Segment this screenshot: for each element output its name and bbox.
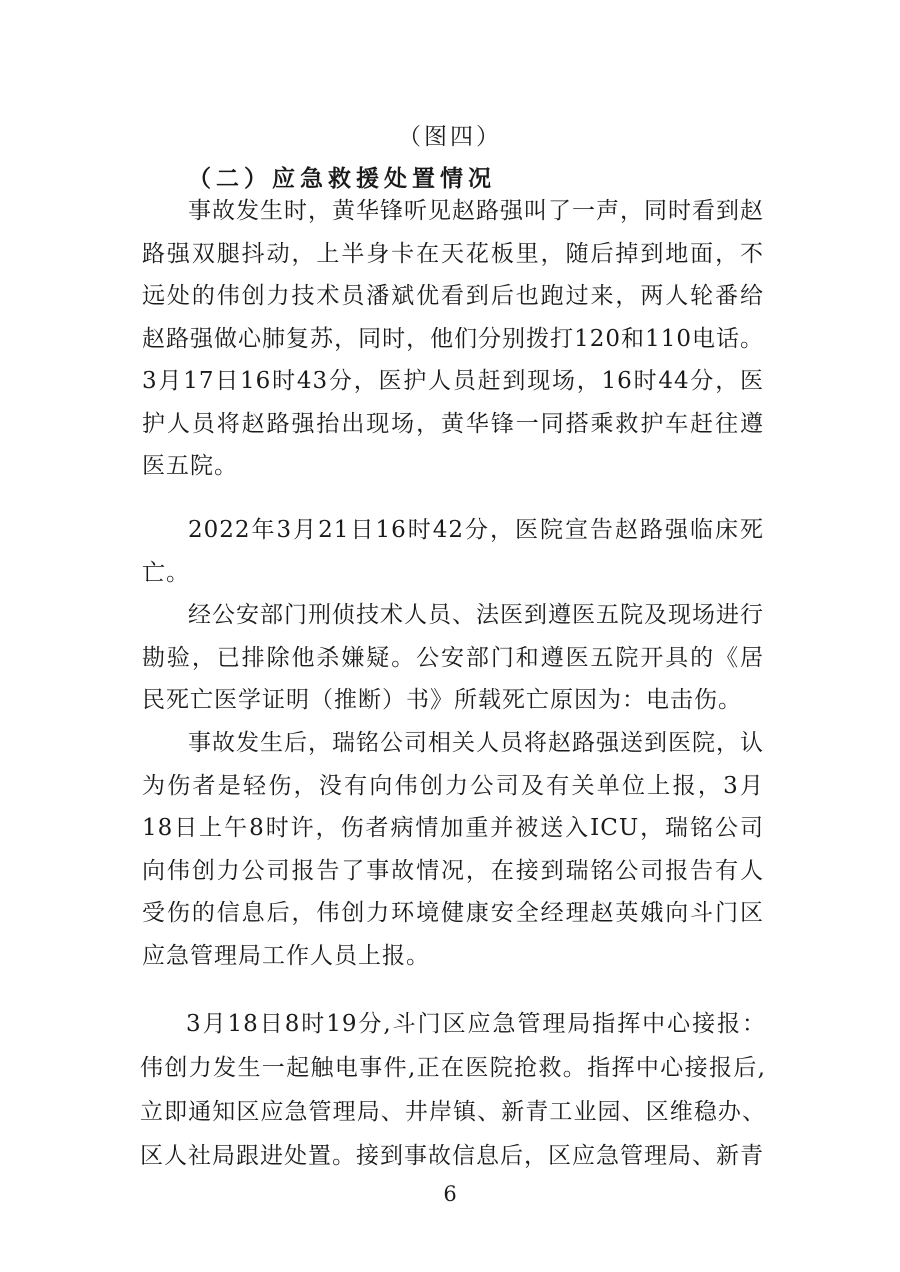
paragraph-police-investigation: 经公安部门刑侦技术人员、法医到遵医五院及现场进行勘验，已排除他杀嫌疑。公安部门和遵医五院开具的《居民死亡医学证明（推断）书》所载死亡原因为：电击伤。 (142, 602, 764, 713)
paragraph-death-announcement: 2022年3月21日16时42分，医院宣告赵路强临床死亡。 (142, 517, 764, 586)
page-number: 6 (443, 1182, 457, 1206)
section-heading: （二）应急救援处置情况 (188, 165, 496, 192)
paragraph-rescue-process: 事故发生时，黄华锋听见赵路强叫了一声，同时看到赵路强双腿抖动，上半身卡在天花板里，随后掉到地面，不远处的伟创力技术员潘斌优看到后也跑过来，两人轮番给赵路强做心肺复苏，同时，他们分别拨打120和110电话。3月17日16时43分，医护人员赶到现场，16时44分，医护人员将赵路强抬出现场，黄华锋一同搭乘救护车赶往遵医五院。 (142, 198, 764, 479)
paragraph-emergency-response: 3月18日8时19分,斗门区应急管理局指挥中心接报：伟创力发生一起触电事件,正在医院抢救。指挥中心接报后,立即通知区应急管理局、井岸镇、新青工业园、区维稳办、区人社局跟进处置。接到事故信息后，区应急管理局、新青 (140, 1011, 766, 1169)
paragraph-reporting: 事故发生后，瑞铭公司相关人员将赵路强送到医院，认为伤者是轻伤，没有向伟创力公司及有关单位上报，3月18日上午8时许，伤者病情加重并被送入ICU，瑞铭公司向伟创力公司报告了事故情况，在接到瑞铭公司报告有人受伤的信息后，伟创力环境健康安全经理赵英娥向斗门区应急管理局工作人员上报。 (142, 730, 764, 969)
figure-caption: （图四） (398, 124, 502, 150)
